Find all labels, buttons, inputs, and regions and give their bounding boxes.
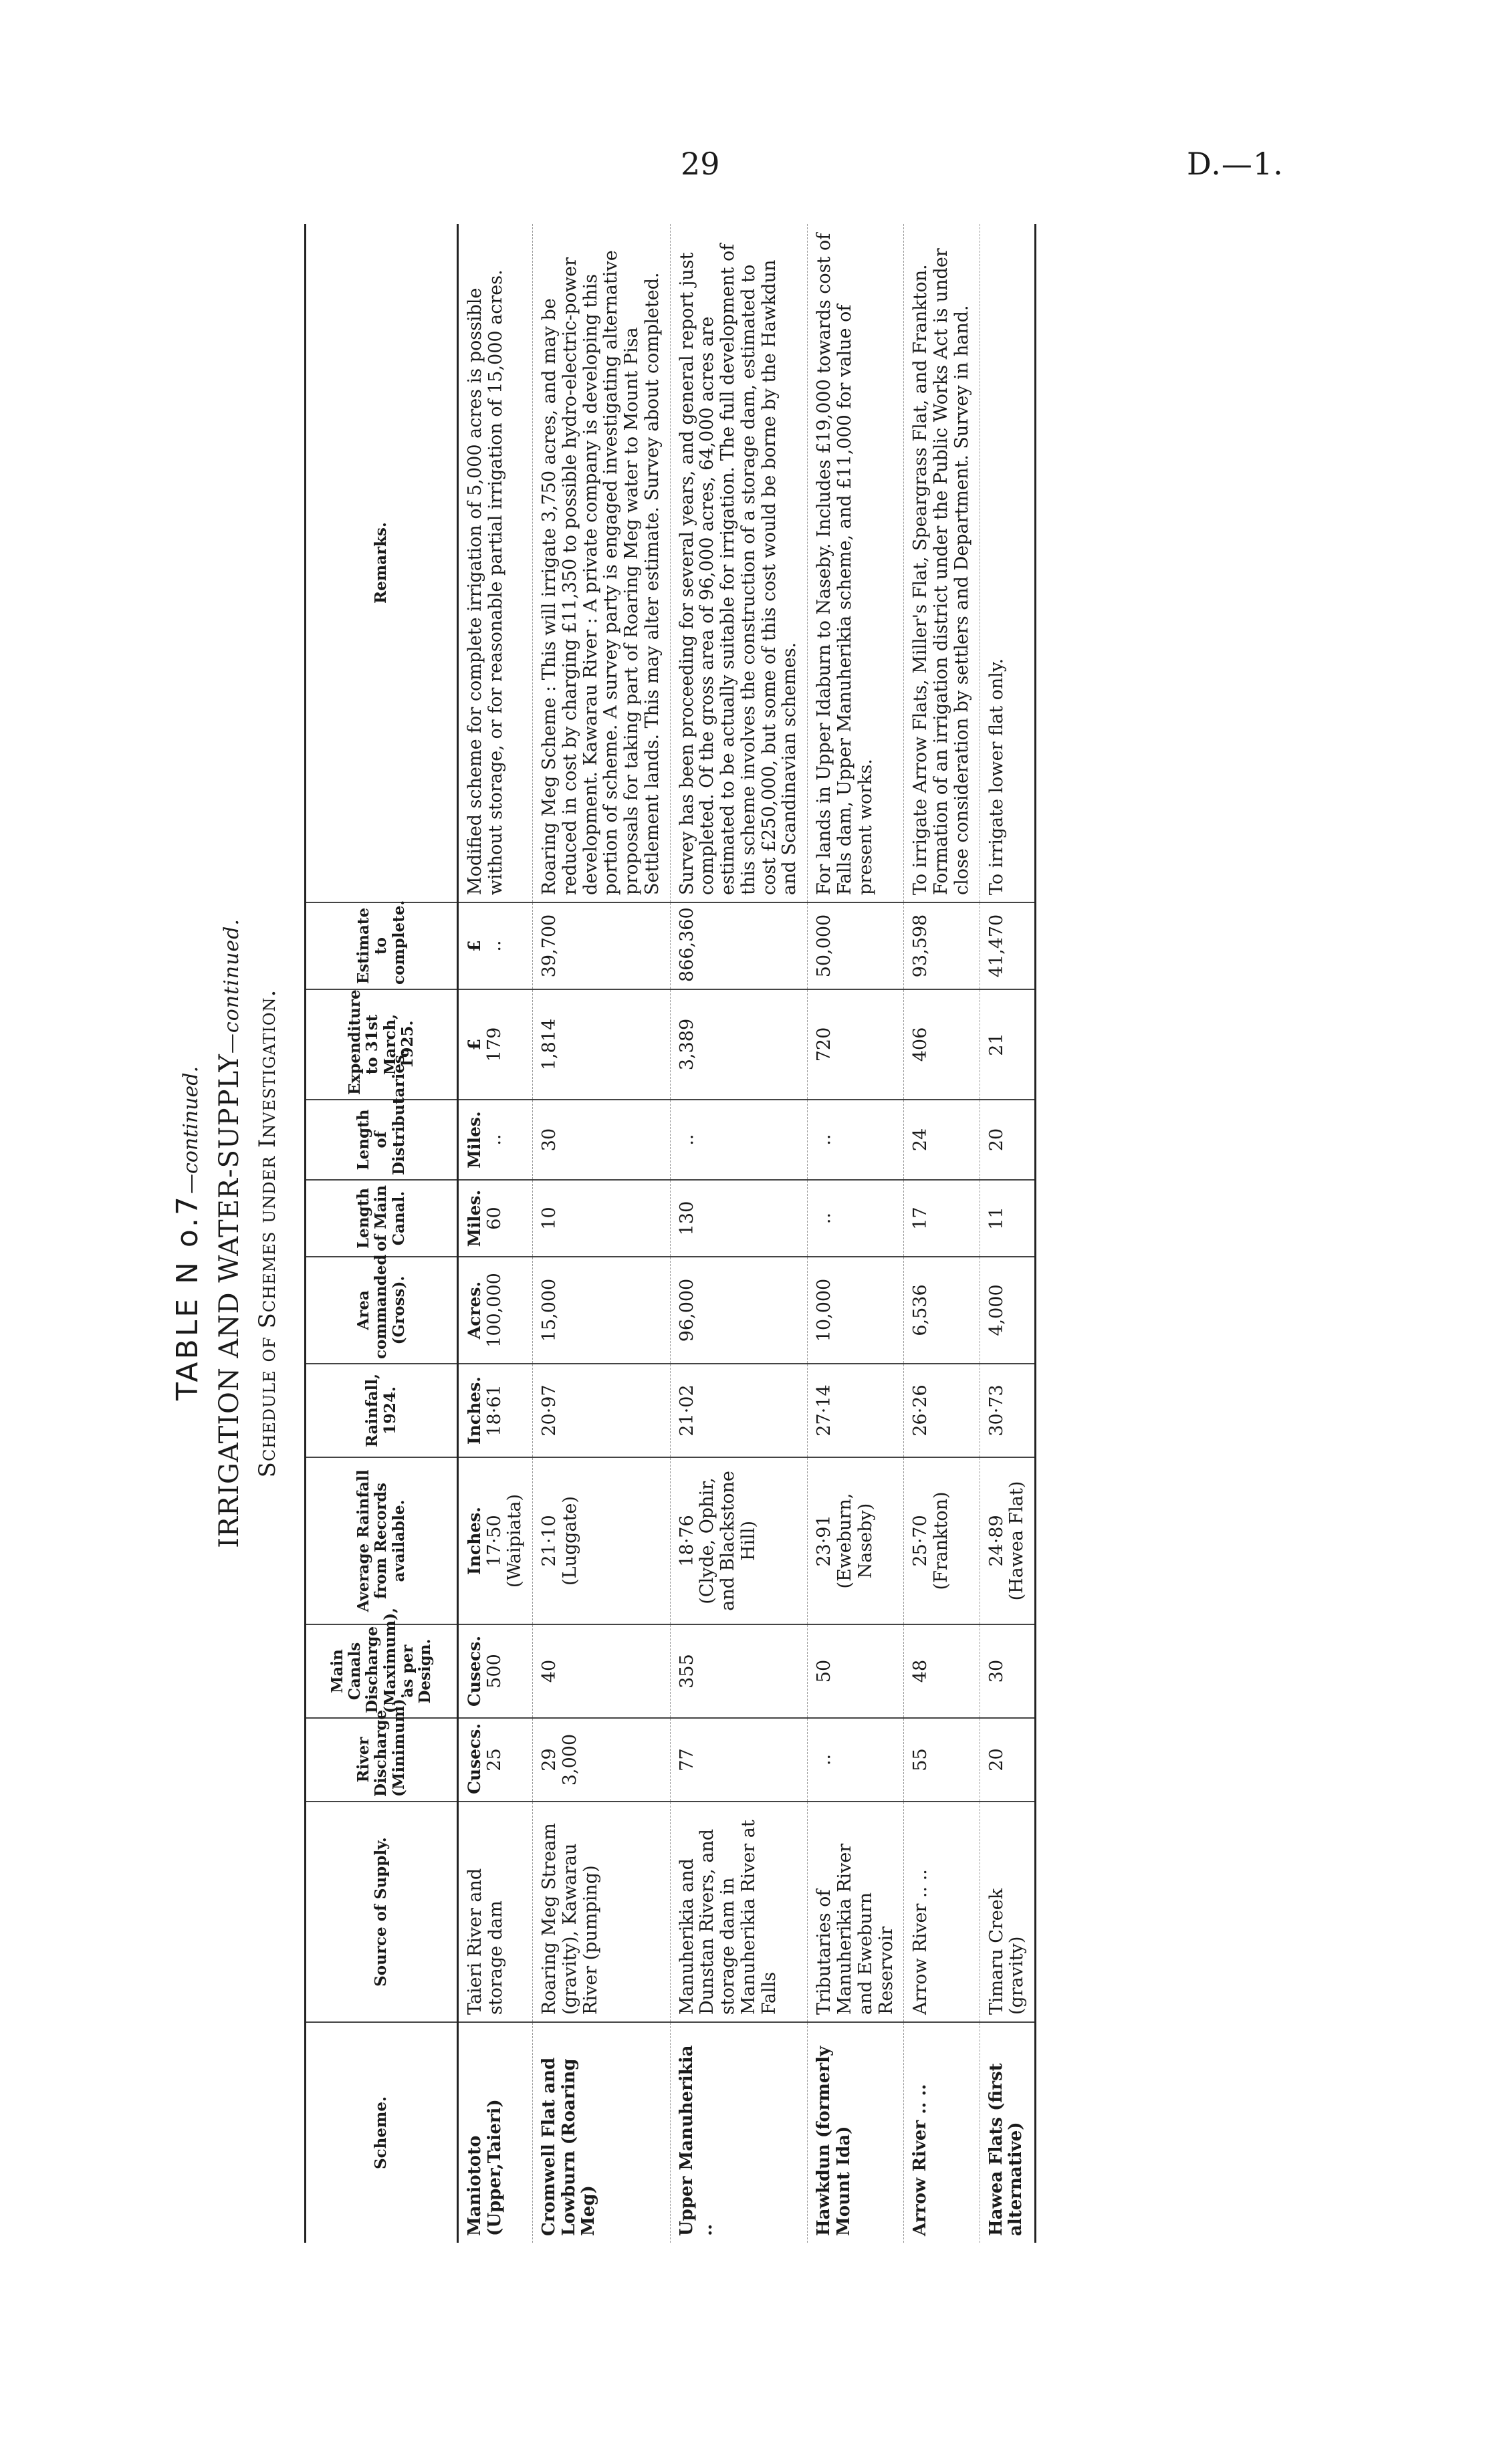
area-cell: 10,000 (808, 1257, 904, 1364)
unit-label: £ (465, 1038, 484, 1051)
rainfall-1924-cell: 26·26 (904, 1364, 980, 1457)
value: 24·89 (986, 1515, 1007, 1567)
area-cell: 15,000 (533, 1257, 671, 1364)
distributaries-cell: 30 (533, 1100, 671, 1180)
river-discharge-cell: 77 (670, 1718, 808, 1802)
value: 18·61 (483, 1384, 505, 1437)
rainfall-location: (Luggate) (559, 1496, 580, 1586)
average-rainfall-cell (670, 1457, 808, 1624)
header-river-discharge: River Discharge (Minimum). (306, 1718, 458, 1802)
header-area-commanded: Area commanded (Gross). (306, 1257, 458, 1364)
rainfall-1924-cell: 20·97 (533, 1364, 671, 1457)
value: .. (483, 940, 505, 952)
source-cell: Taieri River and storage dam (458, 1802, 533, 2022)
distributaries-cell: 20 (980, 1100, 1036, 1180)
expenditure-cell (458, 989, 533, 1100)
value: 500 (483, 1654, 505, 1689)
main-canal-cell: 130 (670, 1180, 808, 1257)
distributaries-cell: 24 (904, 1100, 980, 1180)
value: 18·76 (676, 1515, 697, 1567)
rainfall-1924-cell: 21·02 (670, 1364, 808, 1457)
rainfall-1924-cell: 30·73 (980, 1364, 1036, 1457)
source-cell: Arrow River .. .. (904, 1802, 980, 2022)
expenditure-cell: 406 (904, 989, 980, 1100)
header-expenditure: Expenditure to 31st March, 1925. (306, 989, 458, 1100)
average-rainfall-cell (980, 1457, 1036, 1624)
main-canal-cell: .. (808, 1180, 904, 1257)
table-row (458, 224, 533, 2243)
header-row (306, 224, 458, 2243)
value: 23·91 (814, 1515, 835, 1567)
table-subtitle-continued: —continued. (220, 918, 243, 1054)
header-remarks: Remarks. (306, 224, 458, 902)
average-rainfall-cell (458, 1457, 533, 1624)
rainfall-location: (Frankton) (931, 1491, 952, 1590)
table-row (904, 224, 980, 2243)
estimate-cell: 93,598 (904, 902, 980, 989)
rotated-table-block (170, 224, 1321, 2243)
table-title (170, 224, 205, 2243)
header-canal-discharge: Main Canals Discharge (Maximum), as per Design. (306, 1624, 458, 1718)
document-code: D.—1. (1187, 146, 1284, 182)
table-subtitle (214, 224, 245, 2243)
river-discharge-cell: .. (808, 1718, 904, 1802)
unit-label: Inches. (465, 1376, 484, 1445)
distributaries-cell: .. (670, 1100, 808, 1180)
source-cell: Tributaries of Manuherikia River and Eweburn Reservoir (808, 1802, 904, 2022)
source-cell: Manuherikia and Dunstan Rivers, and storage dam in Manuherikia River at Falls (670, 1802, 808, 2022)
canal-discharge-cell: 50 (808, 1624, 904, 1718)
scheme-cell: Hawkdun (formerly Mount Ida) (808, 2022, 904, 2243)
remarks-cell: To irrigate Arrow Flats, Miller's Flat, Speargrass Flat, and Frankton. Formation of an irrigation district under the Public Works Act is under close consideration by settlers and Department. Survey in hand. (904, 224, 980, 902)
schemes-table (304, 224, 1036, 2243)
header-average-rainfall: Average Rainfall from Records available. (306, 1457, 458, 1624)
unit-label: Miles. (465, 1189, 484, 1247)
value-secondary: 3,000 (559, 1733, 580, 1786)
rainfall-location: (Eweburn, Naseby) (834, 1493, 876, 1589)
rainfall-location: (Waipiata) (504, 1493, 526, 1588)
table-row (533, 224, 671, 2243)
canal-discharge-cell: 40 (533, 1624, 671, 1718)
unit-label: Cusecs. (465, 1723, 484, 1794)
distributaries-cell (458, 1100, 533, 1180)
table-row (980, 224, 1036, 2243)
title-block (170, 224, 281, 2243)
header-scheme: Scheme. (306, 2022, 458, 2243)
main-canal-cell: 17 (904, 1180, 980, 1257)
canal-discharge-cell: 48 (904, 1624, 980, 1718)
river-discharge-cell (458, 1718, 533, 1802)
rainfall-location: (Hawea Flat) (1006, 1481, 1028, 1601)
average-rainfall-cell (904, 1457, 980, 1624)
scheme-cell: Cromwell Flat and Lowburn (Roaring Meg) (533, 2022, 671, 2243)
remarks-cell: Modified scheme for complete irrigation of 5,000 acres is possible without storage, or for reasonable partial irrigation of 15,000 acres. (458, 224, 533, 902)
canal-discharge-cell: 30 (980, 1624, 1036, 1718)
value: 21·10 (539, 1515, 560, 1567)
scheme-cell: Maniototo (Upper,Taieri) (458, 2022, 533, 2243)
main-canal-cell: 11 (980, 1180, 1036, 1257)
main-canal-cell: 10 (533, 1180, 671, 1257)
canal-discharge-cell (458, 1624, 533, 1718)
table-row (808, 224, 904, 2243)
estimate-cell: 39,700 (533, 902, 671, 989)
value: 17·50 (483, 1515, 505, 1567)
remarks-cell: Survey has been proceeding for several years, and general report just completed. Of the gross area of 96,000 acres, 64,000 acres are estimated to be actually suitable for irrigation. The full development of this scheme involves the construction of a storage dam, estimated to cost £250,000, but some of this cost would be borne by the Hawkdun and Scandinavian schemes. (670, 224, 808, 902)
header-estimate: Estimate to complete. (306, 902, 458, 989)
value: 60 (483, 1207, 505, 1230)
area-cell: 6,536 (904, 1257, 980, 1364)
expenditure-cell: 21 (980, 989, 1036, 1100)
unit-label: Cusecs. (465, 1635, 484, 1707)
scheme-cell: Arrow River .. .. (904, 2022, 980, 2243)
rainfall-1924-cell (458, 1364, 533, 1457)
table-title-main: TABLE N o.7 (170, 1193, 205, 1401)
expenditure-cell: 3,389 (670, 989, 808, 1100)
value: 100,000 (483, 1273, 505, 1348)
average-rainfall-cell (533, 1457, 671, 1624)
value: 25·70 (910, 1515, 931, 1567)
source-cell: Timaru Creek (gravity) (980, 1802, 1036, 2022)
source-cell: Roaring Meg Stream (gravity), Kawarau River (pumping) (533, 1802, 671, 2022)
unit-label: £ (465, 940, 484, 952)
rainfall-1924-cell: 27·14 (808, 1364, 904, 1457)
distributaries-cell: .. (808, 1100, 904, 1180)
area-cell: 4,000 (980, 1257, 1036, 1364)
header-rainfall-1924: Rainfall, 1924. (306, 1364, 458, 1457)
value: 179 (483, 1027, 505, 1062)
estimate-cell: 41,470 (980, 902, 1036, 989)
unit-label: Inches. (465, 1507, 484, 1575)
header-main-canal-length: Length of Main Canal. (306, 1180, 458, 1257)
scheme-cell: Upper Manuherikia .. (670, 2022, 808, 2243)
scheme-cell: Hawea Flats (first alternative) (980, 2022, 1036, 2243)
table-row (670, 224, 808, 2243)
header-distributaries-length: Length of Distributaries. (306, 1100, 458, 1180)
unit-label: Miles. (465, 1111, 484, 1168)
value: 29 (539, 1748, 560, 1771)
page-number: 29 (681, 146, 720, 182)
expenditure-cell: 1,814 (533, 989, 671, 1100)
schedule-heading: Schedule of Schemes under Investigation. (254, 989, 281, 1478)
estimate-cell: 50,000 (808, 902, 904, 989)
river-discharge-cell: 20 (980, 1718, 1036, 1802)
estimate-cell: 866,360 (670, 902, 808, 989)
table-title-continued: —continued. (179, 1066, 203, 1194)
remarks-cell: To irrigate lower flat only. (980, 224, 1036, 902)
remarks-cell: For lands in Upper Idaburn to Naseby. Includes £19,000 towards cost of Falls dam, Upper Manuherikia scheme, and £11,000 for value of present works. (808, 224, 904, 902)
main-canal-cell (458, 1180, 533, 1257)
header-source: Source of Supply. (306, 1802, 458, 2022)
remarks-cell: Roaring Meg Scheme : This will irrigate 3,750 acres, and may be reduced in cost by charging £11,350 to possible hydro-electric-power development. Kawarau River : A private company is developing this portion of scheme. A survey party is engaged investigating alternative proposals for taking part of Roaring Meg water to Mount Pisa Settlement lands. This may alter estimate. Survey about completed. (533, 224, 671, 902)
expenditure-cell: 720 (808, 989, 904, 1100)
value: 25 (483, 1748, 505, 1771)
area-cell (458, 1257, 533, 1364)
river-discharge-cell: 55 (904, 1718, 980, 1802)
river-discharge-cell (533, 1718, 671, 1802)
rainfall-location: (Clyde, Ophir, and Blackstone Hill) (697, 1471, 759, 1611)
value: .. (483, 1134, 505, 1146)
estimate-cell (458, 902, 533, 989)
table-subtitle-main: IRRIGATION AND WATER-SUPPLY (214, 1054, 245, 1548)
average-rainfall-cell (808, 1457, 904, 1624)
area-cell: 96,000 (670, 1257, 808, 1364)
canal-discharge-cell: 355 (670, 1624, 808, 1718)
unit-label: Acres. (465, 1281, 484, 1340)
